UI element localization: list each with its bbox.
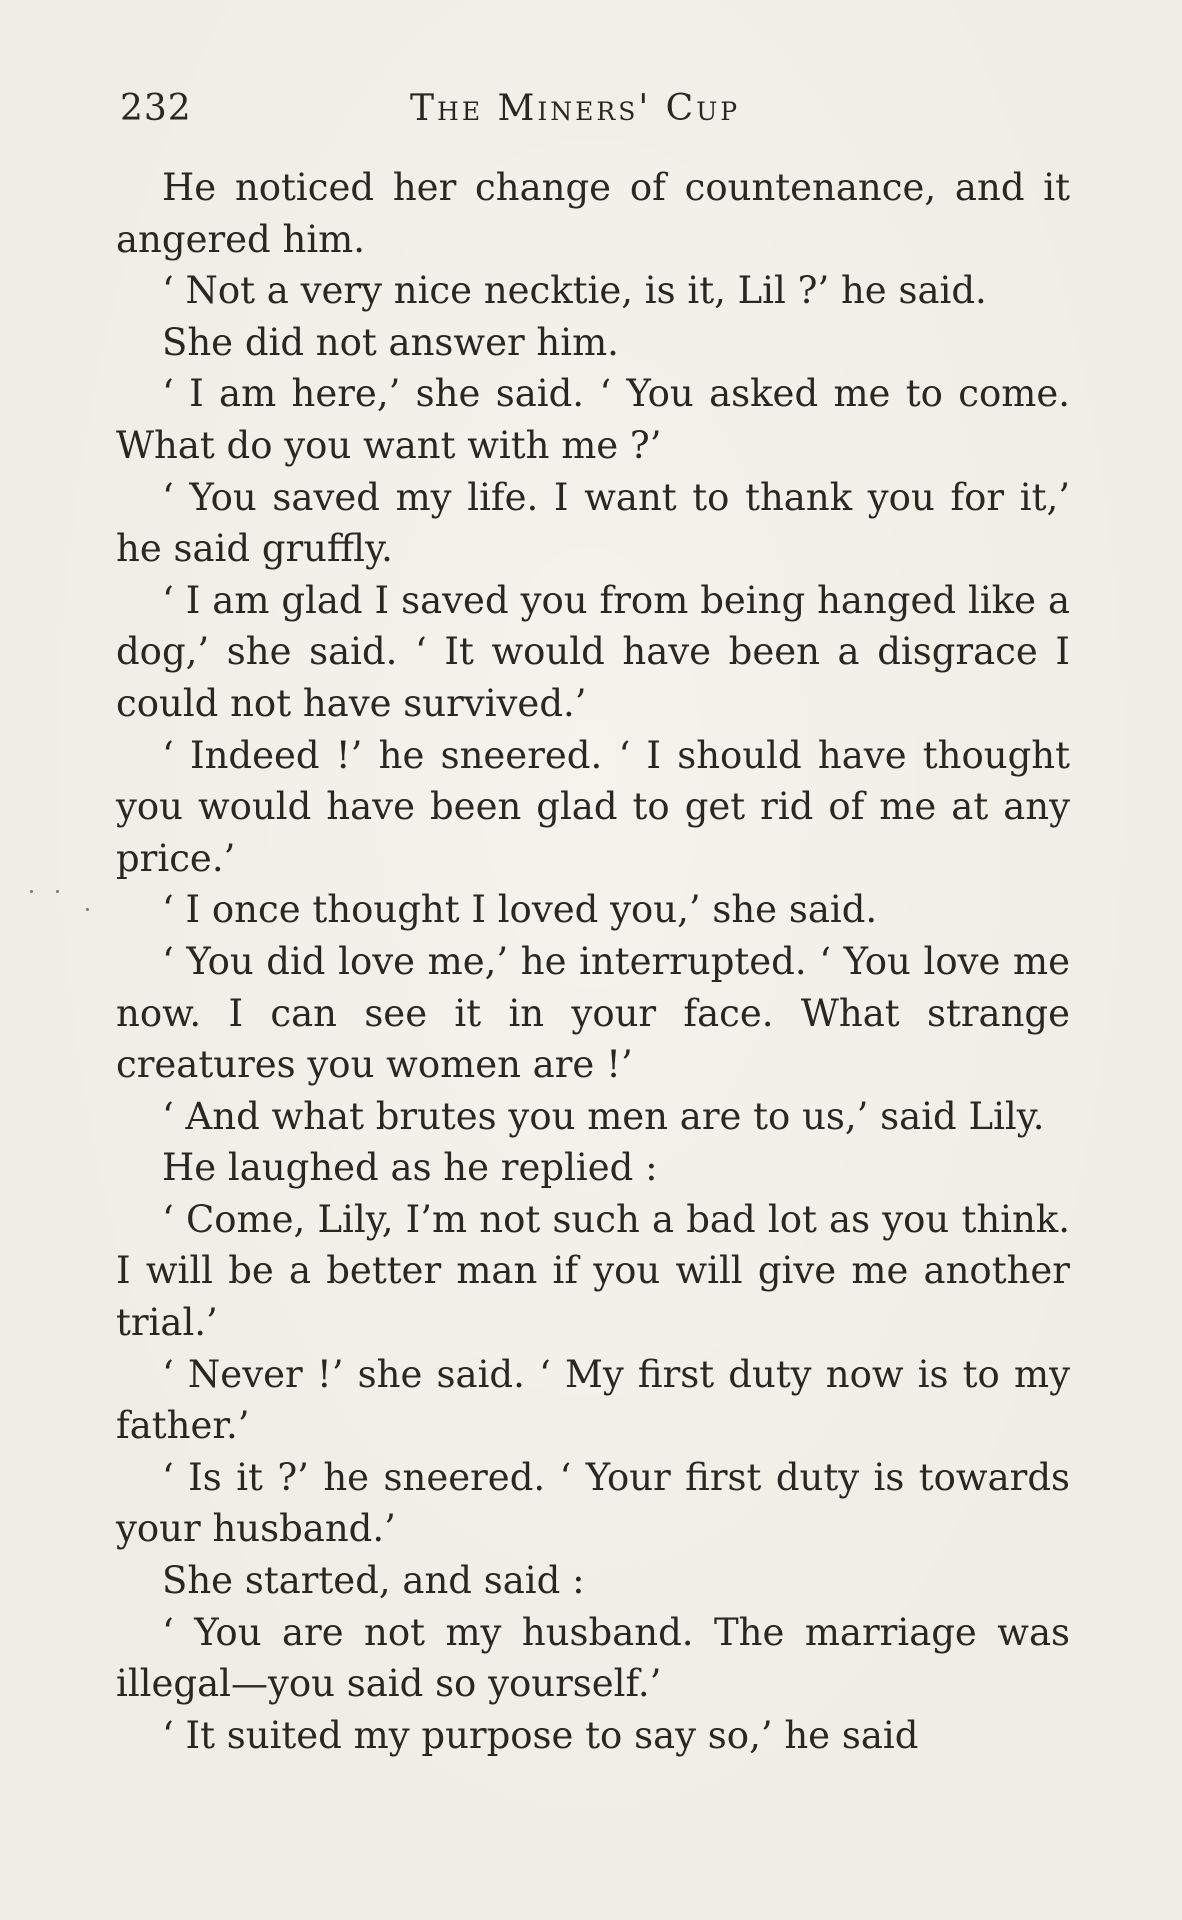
paragraph: ‘ You did love me,’ he interrupted. ‘ You love me now. I can see it in your face. What strange creatures you women are !’	[116, 939, 1070, 1087]
paragraph: ‘ I am glad I saved you from being hanged like a dog,’ she said. ‘ It would have been a disgrace I could not have survived.’	[116, 578, 1070, 725]
stray-mark	[56, 890, 59, 893]
page-header	[120, 88, 1070, 138]
paragraph: ‘ I once thought I loved you,’ she said.	[162, 888, 878, 932]
paragraph: ‘ And what brutes you men are to us,’ said Lily.	[162, 1094, 1045, 1138]
paragraph: ‘ Is it ?’ he sneered. ‘ Your first duty is towards your husband.’	[116, 1455, 1070, 1551]
paragraph: ‘ Never !’ she said. ‘ My first duty now is to my father.’	[116, 1352, 1070, 1448]
running-title: The Miners' Cup	[410, 88, 741, 129]
stray-mark	[86, 908, 89, 911]
paragraph: ‘ Indeed !’ he sneered. ‘ I should have thought you would have been glad to get rid of me at any price.’	[116, 733, 1070, 880]
body-text	[116, 162, 1070, 1761]
paragraph: She started, and said :	[162, 1559, 585, 1603]
paragraph: ‘ It suited my purpose to say so,’ he said	[162, 1713, 919, 1757]
paragraph: ‘ You saved my life. I want to thank you for it,’ he said gruffly.	[116, 475, 1070, 571]
page-number: 232	[120, 88, 192, 129]
paragraph: ‘ You are not my husband. The marriage was illegal—you said so yourself.’	[116, 1610, 1070, 1706]
paragraph: ‘ Not a very nice necktie, is it, Lil ?’ he said.	[162, 269, 987, 313]
stray-mark	[30, 890, 33, 893]
paragraph: He laughed as he replied :	[162, 1146, 658, 1190]
paragraph: She did not answer him.	[162, 320, 619, 364]
paragraph: ‘ Come, Lily, I’m not such a bad lot as you think. I will be a better man if you will give me another trial.’	[116, 1197, 1070, 1345]
paragraph: ‘ I am here,’ she said. ‘ You asked me to come. What do you want with me ?’	[116, 372, 1070, 467]
paragraph: He noticed her change of countenance, and it angered him.	[116, 166, 1070, 261]
